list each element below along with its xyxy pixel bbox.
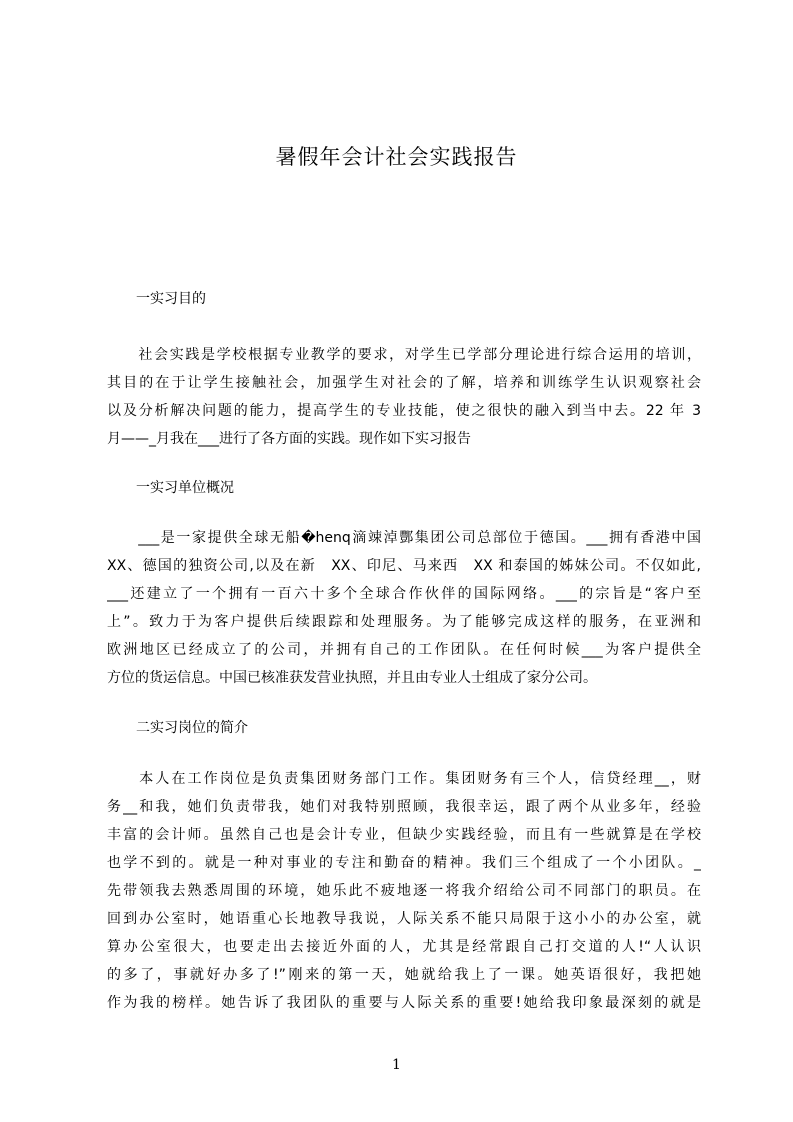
paragraph-line: 本人在工作岗位是负责集团财务部门工作。集团财务有三个人，信贷经理__，财 (107, 771, 701, 787)
paragraph-purpose (107, 341, 701, 453)
paragraph-line: XX、德国的独资公司,以及在新 XX、印尼、马来西 XX 和泰国的姊妹公司。不仅如此, (107, 558, 701, 574)
paragraph-line: 上”。致力于为客户提供后续跟踪和处理服务。为了能够完成这样的服务，在亚洲和 (107, 614, 701, 630)
paragraph-position-intro (107, 765, 701, 1017)
paragraph-line: 回到办公室时，她语重心长地教导我说，人际关系不能只局限于这小小的办公室，就 (107, 911, 701, 927)
paragraph-line: 务__和我，她们负责带我，她们对我特别照顾，我很幸运，跟了两个从业多年，经验 (107, 799, 701, 815)
paragraph-line: ___还建立了一个拥有一百六十多个全球合作伙伴的国际网络。___的宗旨是“客户至 (107, 586, 701, 602)
paragraph-line: 丰富的会计师。虽然自己也是会计专业，但缺少实践经验，而且有一些就算是在学校 (107, 827, 701, 843)
paragraph-line: 的多了，事就好办多了!”刚来的第一天，她就给我上了一课。她英语很好，我把她 (107, 967, 701, 983)
paragraph-line: 先带领我去熟悉周围的环境，她乐此不疲地逐一将我介绍给公司不同部门的职员。在 (107, 883, 701, 899)
paragraph-line: 月——_月我在___进行了各方面的实践。现作如下实习报告 (107, 431, 471, 447)
paragraph-line: 其目的在于让学生接触社会，加强学生对社会的了解，培养和训练学生认识观察社会 (107, 375, 701, 391)
page-number: 1 (392, 1057, 401, 1073)
paragraph-line: ___是一家提供全球无船�henq滴竦淖酆集团公司总部位于德国。___拥有香港中国 (107, 530, 701, 546)
document-title: 暑假年会计社会实践报告 (275, 145, 518, 169)
paragraph-line: 欧洲地区已经成立了的公司，并拥有自己的工作团队。在任何时候___为客户提供全 (107, 642, 701, 658)
paragraph-company-overview (107, 524, 701, 692)
paragraph-line: 作为我的榜样。她告诉了我团队的重要与人际关系的重要!她给我印象最深刻的就是 (107, 995, 701, 1011)
section-heading-company-overview: 一实习单位概况 (136, 480, 234, 496)
paragraph-line: 方位的货运信息。中国已核准获发营业执照，并且由专业人士组成了家分公司。 (107, 670, 597, 686)
section-heading-purpose: 一实习目的 (136, 291, 206, 307)
paragraph-line: 以及分析解决问题的能力，提高学生的专业技能，使之很快的融入到当中去。22 年 3 (107, 403, 701, 419)
paragraph-line: 也学不到的。就是一种对事业的专注和勤奋的精神。我们三个组成了一个小团队。_ (107, 855, 701, 871)
paragraph-line: 算办公室很大，也要走出去接近外面的人，尤其是经常跟自己打交道的人!“人认识 (107, 939, 701, 955)
section-heading-position-intro: 二实习岗位的简介 (136, 720, 248, 736)
paragraph-line: 社会实践是学校根据专业教学的要求，对学生已学部分理论进行综合运用的培训， (107, 347, 701, 363)
